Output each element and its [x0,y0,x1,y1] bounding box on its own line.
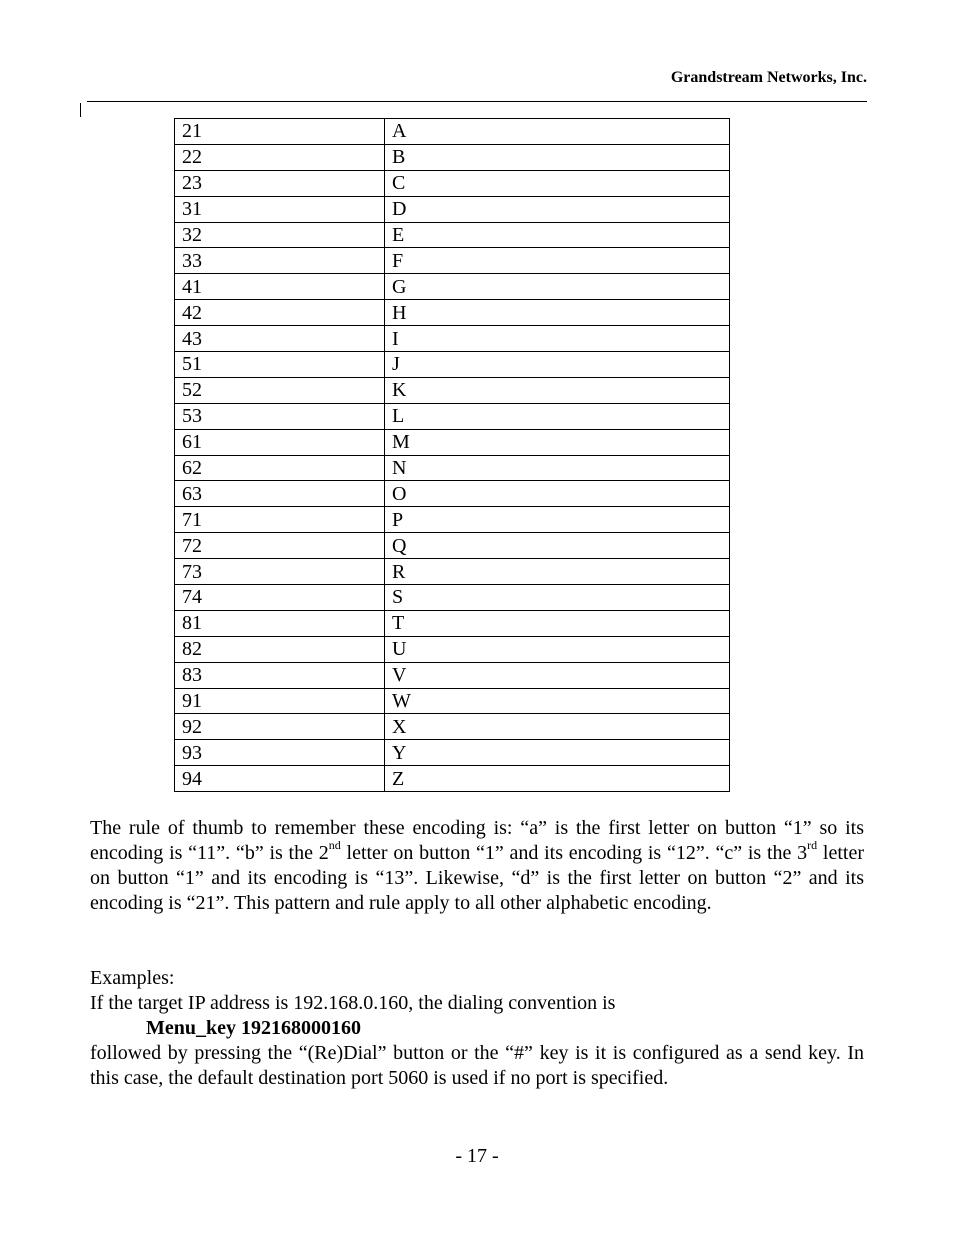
rule-text-part-3: letter on button “1” and its encoding is “13”. Likewise, “d” is the first letter on button “2” and its encoding is “21”. This pattern and rule apply to all other alphabetic encoding. [90,842,864,914]
encoding-code-cell: 53 [175,403,385,429]
encoding-letter-cell: F [385,248,730,274]
table-row [175,455,730,481]
table-row [175,300,730,326]
table-row [175,766,730,792]
examples-intro: If the target IP address is 192.168.0.160, the dialing convention is [90,992,616,1014]
table-row [175,688,730,714]
encoding-letter-cell: V [385,662,730,688]
ordinal-suffix-rd: rd [807,838,818,853]
table-row [175,481,730,507]
table-row [175,636,730,662]
encoding-letter-cell: J [385,352,730,378]
table-row [175,248,730,274]
encoding-code-cell: 31 [175,196,385,222]
encoding-letter-cell: K [385,377,730,403]
table-row [175,326,730,352]
table-row [175,610,730,636]
encoding-letter-cell: W [385,688,730,714]
header-company-name: Grandstream Networks, Inc. [670,69,867,86]
encoding-code-cell: 41 [175,274,385,300]
encoding-letter-cell: P [385,507,730,533]
table-row [175,274,730,300]
encoding-code-cell: 23 [175,170,385,196]
encoding-code-cell: 92 [175,714,385,740]
encoding-code-cell: 51 [175,352,385,378]
encoding-letter-cell: Z [385,766,730,792]
encoding-code-cell: 82 [175,636,385,662]
encoding-code-cell: 71 [175,507,385,533]
encoding-code-cell: 63 [175,481,385,507]
table-row [175,533,730,559]
encoding-letter-cell: X [385,714,730,740]
encoding-letter-cell: I [385,326,730,352]
table-row [175,170,730,196]
encoding-code-cell: 83 [175,662,385,688]
encoding-code-cell: 94 [175,766,385,792]
encoding-letter-cell: M [385,429,730,455]
encoding-code-cell: 52 [175,377,385,403]
header-rule [87,101,867,102]
encoding-letter-cell: D [385,196,730,222]
table-row [175,377,730,403]
encoding-code-cell: 62 [175,455,385,481]
rule-text-part-2: letter on button “1” and its encoding is “12”. “c” is the 3 [340,842,808,864]
encoding-letter-cell: Q [385,533,730,559]
table-row [175,662,730,688]
encoding-rule-paragraph [90,816,864,916]
page-number: - 17 - [455,1145,499,1167]
encoding-code-cell: 72 [175,533,385,559]
table-row [175,714,730,740]
encoding-code-cell: 93 [175,740,385,766]
table-row [175,352,730,378]
examples-section [90,966,864,1091]
encoding-code-cell: 61 [175,429,385,455]
encoding-letter-cell: T [385,610,730,636]
table-row [175,222,730,248]
table-row [175,144,730,170]
table-row [175,119,730,145]
table-row [175,403,730,429]
encoding-letter-cell: U [385,636,730,662]
examples-heading: Examples: [90,967,175,989]
examples-followup: followed by pressing the “(Re)Dial” button or the “#” key is it is configured as a send key. In this case, the default destination port 5060 is used if no port is specified. [90,1042,864,1089]
encoding-code-cell: 91 [175,688,385,714]
encoding-letter-cell: H [385,300,730,326]
encoding-letter-cell: Y [385,740,730,766]
table-row [175,585,730,611]
ordinal-suffix-nd: nd [328,838,341,853]
encoding-letter-cell: A [385,119,730,145]
table-row [175,740,730,766]
encoding-code-cell: 74 [175,585,385,611]
encoding-table-body [175,119,730,792]
encoding-code-cell: 42 [175,300,385,326]
encoding-code-cell: 81 [175,610,385,636]
table-row [175,196,730,222]
letter-encoding-table [174,118,730,792]
encoding-code-cell: 32 [175,222,385,248]
encoding-letter-cell: G [385,274,730,300]
encoding-letter-cell: E [385,222,730,248]
encoding-code-cell: 22 [175,144,385,170]
encoding-letter-cell: L [385,403,730,429]
encoding-code-cell: 43 [175,326,385,352]
encoding-letter-cell: R [385,559,730,585]
encoding-letter-cell: B [385,144,730,170]
encoding-letter-cell: O [385,481,730,507]
encoding-code-cell: 33 [175,248,385,274]
encoding-letter-cell: N [385,455,730,481]
table-row [175,507,730,533]
table-row [175,429,730,455]
encoding-letter-cell: C [385,170,730,196]
margin-change-bar [80,103,81,117]
encoding-code-cell: 73 [175,559,385,585]
encoding-code-cell: 21 [175,119,385,145]
table-row [175,559,730,585]
dial-command-example: Menu_key 192168000160 [146,1017,361,1039]
rule-text-part-1: The rule of thumb to remember these encoding is: “a” is the first letter on button “1” so its encoding is “11”. “b” is the 2 [90,817,864,864]
encoding-letter-cell: S [385,585,730,611]
